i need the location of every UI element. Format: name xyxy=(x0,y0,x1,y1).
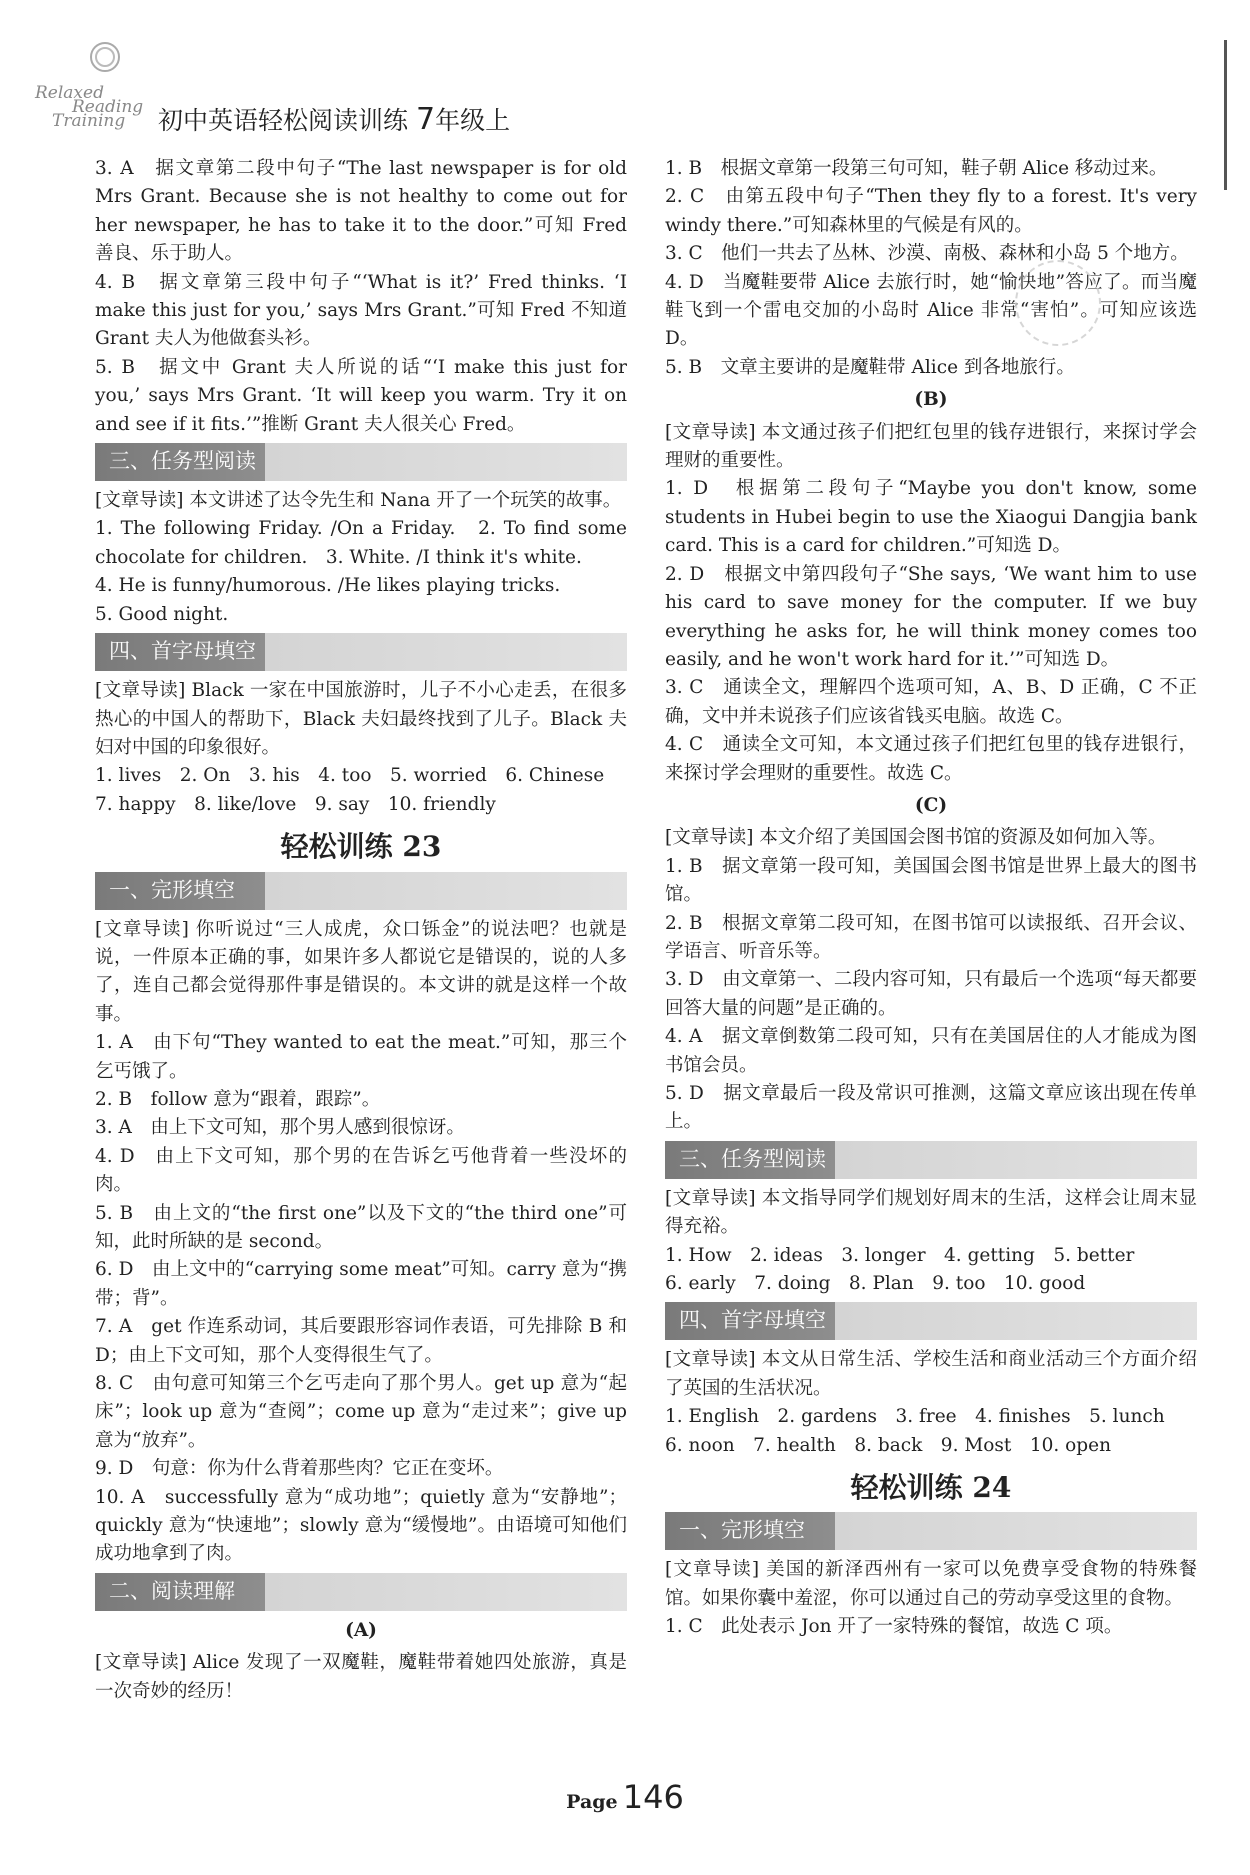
section-header-cloze: 一、完形填空 xyxy=(95,872,627,910)
answer-item: 3. C 通读全文，理解四个选项可知，A、B、D 正确，C 不正确，文中并未说孩子们应该省钱买电脑。故选 C。 xyxy=(665,677,1197,727)
answer-list: 1. The following Friday. /On a Friday. 2. To find some chocolate for children. 3. White. /I think it's white. xyxy=(95,518,627,568)
answer-list: 1. English 2. gardens 3. free 4. finishes 5. lunch xyxy=(665,1406,1165,1428)
answer-item: 1. A 由下句“They wanted to eat the meat.”可知，那三个乞丐饿了。 xyxy=(95,1032,627,1082)
answer-item: 5. B 由上文的“the first one”以及下文的“the third one”可知，此时所缺的是 second。 xyxy=(95,1202,628,1252)
answer-item: 2. C 由第五段中句子“Then they fly to a forest. It's very windy there.”可知森林里的气候是有风的。 xyxy=(665,186,1197,236)
answer-list: 5. Good night. xyxy=(95,603,229,625)
section-header-cloze: 一、完形填空 xyxy=(665,1512,1197,1550)
answer-item: 3. A 由上下文可知，那个男人感到很惊讶。 xyxy=(95,1117,465,1139)
section-header-initial-letter: 四、首字母填空 xyxy=(95,633,627,671)
article-guide: [文章导读] 美国的新泽西州有一家可以免费享受食物的特殊餐馆。如果你囊中羞涩，你可以通过自己的劳动享受这里的食物。 xyxy=(665,1559,1197,1609)
answer-list: 1. How 2. ideas 3. longer 4. getting 5. better xyxy=(665,1244,1135,1266)
article-guide: [文章导读] 本文通过孩子们把红包里的钱存进银行，来探讨学会理财的重要性。 xyxy=(665,421,1197,472)
right-column xyxy=(665,155,1197,1642)
lesson-title-24: 轻松训练 24 xyxy=(850,1471,1012,1505)
answer-3: 3. A 据文章第二段中句子“The last newspaper is for old Mrs Grant. Because she is not healthy to come out for her newspaper, he has to take it to the door.”可知 Fred 善良、乐于助人。 xyxy=(95,158,627,265)
answer-item: 1. B 根据文章第一段第三句可知，鞋子朝 Alice 移动过来。 xyxy=(665,158,1168,179)
article-guide: [文章导读] Black 一家在中国旅游时，儿子不小心走丢，在很多热心的中国人的帮助下，Black 夫妇最终找到了儿子。Black 夫妇对中国的印象很好。 xyxy=(95,680,627,758)
subsection-c: (C) xyxy=(914,794,948,816)
article-guide: [文章导读] 你听说过“三人成虎，众口铄金”的说法吧？也就是说，一件原本正确的事，如果许多人都说它是错误的，说的人多了，连自己都会觉得那件事是错误的。本文讲的就是这样一个故事。 xyxy=(95,918,627,1025)
answer-item: 4. D 当魔鞋要带 Alice 去旅行时，她“愉快地”答应了。而当魔鞋飞到一个雷电交加的小岛时 Alice 非常“害怕”。可知应该选 D。 xyxy=(665,271,1197,350)
section-header-initial-letter: 四、首字母填空 xyxy=(665,1302,1197,1340)
answer-item: 2. B 根据文章第二段可知，在图书馆可以读报纸、召开会议、学语言、听音乐等。 xyxy=(665,912,1197,962)
section-header-reading: 二、阅读理解 xyxy=(95,1573,627,1611)
subsection-a: (A) xyxy=(345,1619,377,1641)
answer-item: 4. A 据文章倒数第二段可知，只有在美国居住的人才能成为图书馆会员。 xyxy=(665,1026,1197,1076)
answer-list: 1. lives 2. On 3. his 4. too 5. worried 6. Chinese xyxy=(95,765,605,787)
answer-item: 8. C 由句意可知第三个乞丐走向了那个男人。get up 意为“起床”；look up 意为“查阅”；come up 意为“走过来”；give up 意为“放弃”。 xyxy=(95,1373,627,1451)
answer-5: 5. B 据文中 Grant 夫人所说的话“‘I make this just for you,’ says Mrs Grant. ‘It will keep you warm. Try it on and see if it fits.’”推断 Grant 夫人很关心 Fred。 xyxy=(95,356,627,435)
answer-list: 7. happy 8. like/love 9. say 10. friendly xyxy=(95,793,496,815)
answer-item: 7. A get 作连系动词，其后要跟形容词作表语，可先排除 B 和 D；由上下文可知，那个人变得很生气了。 xyxy=(95,1316,627,1366)
answer-list: 4. He is funny/humorous. /He likes playing tricks. xyxy=(95,575,561,597)
answer-item: 3. C 他们一共去了丛林、沙漠、南极、森林和小岛 5 个地方。 xyxy=(665,243,1189,265)
left-column xyxy=(95,155,627,1706)
article-guide: [文章导读] Alice 发现了一双魔鞋，魔鞋带着她四处旅游，真是一次奇妙的经历！ xyxy=(95,1652,627,1702)
section-header-task-reading: 三、任务型阅读 xyxy=(665,1141,1197,1179)
series-logo: Relaxed Reading Training xyxy=(30,38,180,133)
answer-item: 2. B follow 意为“跟着，跟踪”。 xyxy=(95,1088,381,1110)
answer-item: 1. C 此处表示 Jon 开了一家特殊的餐馆，故选 C 项。 xyxy=(665,1616,1123,1638)
answer-item: 4. D 由上下文可知，那个男的在告诉乞丐他背着一些没坏的肉。 xyxy=(95,1145,627,1196)
answer-item: 5. D 据文章最后一段及常识可推测，这篇文章应该出现在传单上。 xyxy=(665,1083,1197,1133)
page-header xyxy=(30,38,630,137)
book-title: 初中英语轻松阅读训练 7年级上 xyxy=(158,102,511,137)
answer-item: 1. D 根据第二段句子“Maybe you don't know, some students in Hubei begin to use the Xiaogui Dangjia bank card. This is a card for children.”可知选 D。 xyxy=(665,478,1197,557)
answer-item: 9. D 句意：你为什么背着那些肉？它正在变坏。 xyxy=(95,1458,504,1480)
article-guide: [文章导读] 本文介绍了美国国会图书馆的资源及如何加入等。 xyxy=(665,827,1167,849)
answer-item: 3. D 由文章第一、二段内容可知，只有最后一个选项“每天都要回答大量的问题”是正确的。 xyxy=(665,969,1197,1019)
page-label: Page xyxy=(566,1791,618,1813)
subsection-b: (B) xyxy=(914,389,948,411)
answer-item: 6. D 由上文中的“carrying some meat”可知。carry 意为“携带；背”。 xyxy=(95,1259,627,1309)
answer-list: 6. early 7. doing 8. Plan 9. too 10. good xyxy=(665,1273,1086,1295)
article-guide: [文章导读] 本文从日常生活、学校生活和商业活动三个方面介绍了英国的生活状况。 xyxy=(665,1349,1197,1399)
answer-4: 4. B 据文章第三段中句子“‘What is it?’ Fred thinks. ‘I make this just for you,’ says Mrs Grant.”可知 Fred 不知道 Grant 夫人为他做套头衫。 xyxy=(95,271,627,350)
section-header-task-reading: 三、任务型阅读 xyxy=(95,443,627,481)
lesson-title-23: 轻松训练 23 xyxy=(280,830,442,864)
answer-item: 5. B 文章主要讲的是魔鞋带 Alice 到各地旅行。 xyxy=(665,356,1075,378)
answer-item: 10. A successfully 意为“成功地”；quietly 意为“安静地”；quickly 意为“快速地”；slowly 意为“缓慢地”。由语境可知他们成功地拿到了肉。 xyxy=(95,1486,627,1565)
answer-item: 4. C 通读全文可知，本文通过孩子们把红包里的钱存进银行，来探讨学会理财的重要性。故选 C。 xyxy=(665,734,1197,784)
page-edge-mark xyxy=(1224,40,1227,190)
answer-list: 6. noon 7. health 8. back 9. Most 10. open xyxy=(665,1434,1111,1456)
article-guide: [文章导读] 本文讲述了达令先生和 Nana 开了一个玩笑的故事。 xyxy=(95,490,622,512)
page-footer xyxy=(0,1778,1250,1816)
watermark-stamp xyxy=(1015,260,1101,346)
article-guide: [文章导读] 本文指导同学们规划好周末的生活，这样会让周末显得充裕。 xyxy=(665,1187,1197,1238)
answer-item: 2. D 根据文中第四段句子“She says, ‘We want him to use his card to save money for the computer. If we buy everything he asks for, he will think money comes too easily, and he won't work hard for it.’”可知选 D。 xyxy=(665,563,1197,670)
page-number: 146 xyxy=(622,1778,684,1816)
answer-item: 1. B 据文章第一段可知，美国国会图书馆是世界上最大的图书馆。 xyxy=(665,855,1197,906)
